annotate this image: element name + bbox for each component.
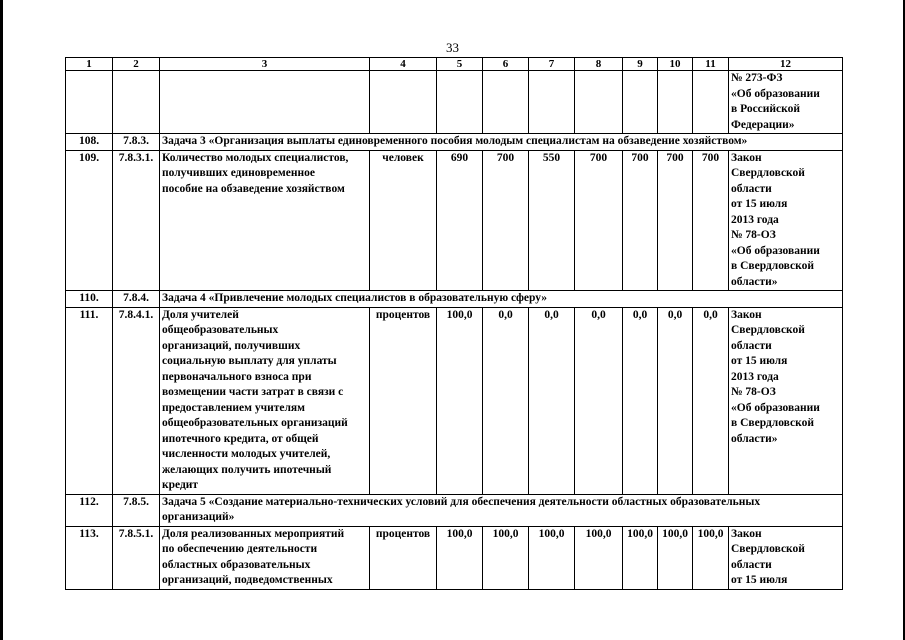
- value-cell: 100,0: [658, 526, 693, 589]
- header-cell: 3: [160, 58, 370, 71]
- page-number: 33: [446, 40, 459, 55]
- value-cell: 700: [658, 150, 693, 291]
- law-cell: № 273-ФЗ «Об образовании в Российской Федерации»: [729, 71, 843, 134]
- law-cell: Закон Свердловской области от 15 июля: [729, 526, 843, 589]
- indicators-table: [65, 57, 843, 590]
- value-cell: 700: [693, 150, 729, 291]
- task-row: [66, 494, 843, 526]
- value-cell: 550: [529, 150, 575, 291]
- value-cell: 700: [623, 150, 658, 291]
- header-cell: 11: [693, 58, 729, 71]
- indicator-name: Количество молодых специалистов, получивших единовременное пособие на обзаведение хозяйством: [160, 150, 370, 291]
- task-title: Задача 4 «Привлечение молодых специалистов в образовательную сферу»: [160, 291, 843, 308]
- table-row: [66, 307, 843, 494]
- table-row: [66, 71, 843, 134]
- header-cell: 8: [575, 58, 623, 71]
- row-code: 7.8.3.: [113, 134, 160, 151]
- unit: процентов: [370, 526, 437, 589]
- task-row: [66, 291, 843, 308]
- row-number: 109.: [66, 150, 113, 291]
- header-row: [66, 58, 843, 71]
- header-cell: 4: [370, 58, 437, 71]
- row-code: 7.8.5.: [113, 494, 160, 526]
- header-cell: 5: [437, 58, 483, 71]
- unit: процентов: [370, 307, 437, 494]
- value-cell: 100,0: [529, 526, 575, 589]
- indicator-name: Доля учителей общеобразовательных организаций, получивших социальную выплату для уплаты первоначального взноса при возмещении части затрат в связи с предоставлением учителям общеобразовательных организаций ипотечного кредита, от общей численности молодых учителей, желающих получить ипотечный кредит: [160, 307, 370, 494]
- value-cell: 0,0: [483, 307, 529, 494]
- value-cell: 0,0: [623, 307, 658, 494]
- header-cell: 10: [658, 58, 693, 71]
- value-cell: 100,0: [693, 526, 729, 589]
- unit: человек: [370, 150, 437, 291]
- header-cell: 6: [483, 58, 529, 71]
- law-cell: Закон Свердловской области от 15 июля 2013 года № 78-ОЗ «Об образовании в Свердловской области»: [729, 150, 843, 291]
- value-cell: 100,0: [437, 307, 483, 494]
- row-number: 110.: [66, 291, 113, 308]
- row-number: 113.: [66, 526, 113, 589]
- value-cell: 700: [483, 150, 529, 291]
- value-cell: 0,0: [529, 307, 575, 494]
- law-cell: Закон Свердловской области от 15 июля 2013 года № 78-ОЗ «Об образовании в Свердловской области»: [729, 307, 843, 494]
- value-cell: 100,0: [623, 526, 658, 589]
- row-code: 7.8.5.1.: [113, 526, 160, 589]
- header-cell: 1: [66, 58, 113, 71]
- value-cell: 100,0: [575, 526, 623, 589]
- header-cell: 9: [623, 58, 658, 71]
- row-code: 7.8.3.1.: [113, 150, 160, 291]
- value-cell: 690: [437, 150, 483, 291]
- value-cell: 0,0: [693, 307, 729, 494]
- value-cell: 100,0: [437, 526, 483, 589]
- header-cell: 2: [113, 58, 160, 71]
- header-cell: 12: [729, 58, 843, 71]
- row-code: 7.8.4.1.: [113, 307, 160, 494]
- row-number: 108.: [66, 134, 113, 151]
- value-cell: 0,0: [658, 307, 693, 494]
- value-cell: 0,0: [575, 307, 623, 494]
- value-cell: 700: [575, 150, 623, 291]
- table-row: [66, 150, 843, 291]
- row-number: 111.: [66, 307, 113, 494]
- row-number: 112.: [66, 494, 113, 526]
- indicator-name: Доля реализованных мероприятий по обеспечению деятельности областных образовательных организаций, подведомственных: [160, 526, 370, 589]
- task-row: [66, 134, 843, 151]
- header-cell: 7: [529, 58, 575, 71]
- table-row: [66, 526, 843, 589]
- row-code: 7.8.4.: [113, 291, 160, 308]
- task-title: Задача 5 «Создание материально-технических условий для обеспечения деятельности областных образовательных организаций»: [160, 494, 843, 526]
- task-title: Задача 3 «Организация выплаты единовременного пособия молодым специалистам на обзаведение хозяйством»: [160, 134, 843, 151]
- value-cell: 100,0: [483, 526, 529, 589]
